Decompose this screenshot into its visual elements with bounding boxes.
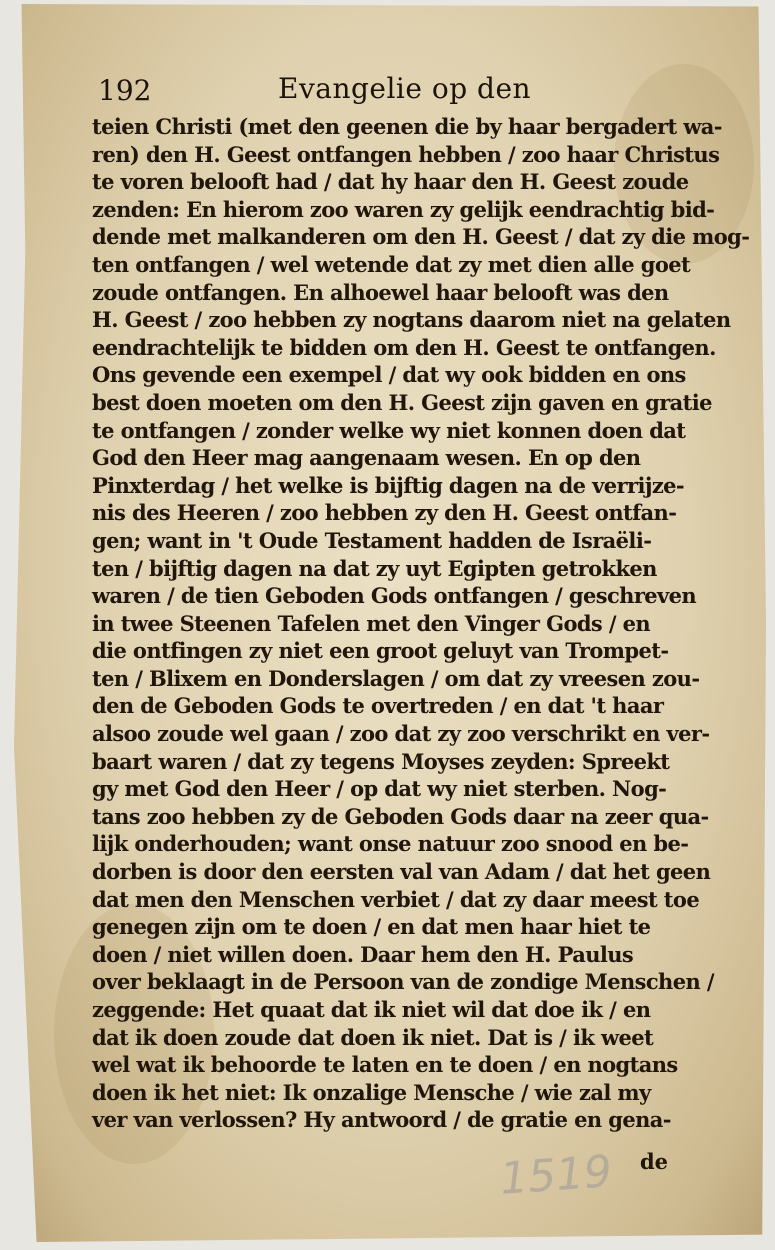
text-line: doen ik het niet: Ik onzalige Mensche / wie zal my <box>92 1079 651 1105</box>
pencil-annotation: 1519 <box>498 1146 614 1205</box>
text-line: ten / bijftig dagen na dat zy uyt Egipten getrokken <box>92 555 657 581</box>
text-line: tans zoo hebben zy de Geboden Gods daar na zeer qua- <box>92 803 709 829</box>
text-line: over beklaagt in de Persoon van de zondige Menschen / <box>92 969 714 995</box>
text-line: baart waren / dat zy tegens Moyses zeyden: Spreekt <box>92 748 670 774</box>
catchword: de <box>640 1149 669 1174</box>
text-line: te ontfangen / zonder welke wy niet konnen doen dat <box>92 417 686 443</box>
text-line: genegen zijn om te doen / en dat men haar hiet te <box>92 914 651 940</box>
text-line: in twee Steenen Tafelen met den Vinger Gods / en <box>92 610 651 636</box>
running-head <box>98 72 683 112</box>
page-number: 192 <box>98 74 152 107</box>
text-line: zeggende: Het quaat dat ik niet wil dat doe ik / en <box>92 997 651 1022</box>
text-line: Ons gevende een exempel / dat wy ook bidden en ons <box>92 362 686 388</box>
text-line: Pinxterdag / het welke is bijftig dagen na de verrijze- <box>92 472 685 498</box>
text-line: zenden: En hierom zoo waren zy gelijk eendrachtig bid- <box>92 196 715 222</box>
text-line: eendrachtelijk te bidden om den H. Geest te ontfangen. <box>92 334 716 360</box>
text-line: den de Geboden Gods te overtreden / en dat 't haar <box>92 693 664 719</box>
text-line: ten / Blixem en Donderslagen / om dat zy vreesen zou- <box>92 665 700 691</box>
body-text <box>92 113 750 1134</box>
text-line: God den Heer mag aangenaam wesen. En op den <box>92 445 641 471</box>
text-line: dat ik doen zoude dat doen ik niet. Dat is / ik weet <box>92 1024 654 1050</box>
text-line: zoude ontfangen. En alhoewel haar belooft was den <box>92 279 669 305</box>
text-line: waren / de tien Geboden Gods ontfangen / geschreven <box>92 583 697 609</box>
text-line: doen / niet willen doen. Daar hem den H. Paulus <box>92 941 634 967</box>
text-line: wel wat ik behoorde te laten en te doen / en nogtans <box>92 1052 678 1078</box>
text-line: lijk onderhouden; want onse natuur zoo snood en be- <box>92 831 689 857</box>
text-line: ren) den H. Geest ontfangen hebben / zoo haar Christus <box>92 141 720 167</box>
text-line: gen; want in 't Oude Testament hadden de Israëli- <box>92 527 652 553</box>
text-line: alsoo zoude wel gaan / zoo dat zy zoo verschrikt en ver- <box>92 721 710 747</box>
text-line: die ontfingen zy niet een groot geluyt van Trompet- <box>92 638 669 664</box>
text-line: dorben is door den eersten val van Adam / dat het geen <box>92 859 711 885</box>
text-line: te voren belooft had / dat hy haar den H. Geest zoude <box>92 169 689 195</box>
text-line: dende met malkanderen om den H. Geest / dat zy die mog- <box>92 224 750 250</box>
text-line: best doen moeten om den H. Geest zijn gaven en gratie <box>92 389 712 415</box>
text-line: ten ontfangen / wel wetende dat zy met dien alle goet <box>92 251 691 277</box>
text-line: teien Christi (met den geenen die by haar bergadert wa- <box>92 114 722 139</box>
text-line: nis des Heeren / zoo hebben zy den H. Geest ontfan- <box>92 500 677 526</box>
text-line: dat men den Menschen verbiet / dat zy daar meest toe <box>92 886 700 912</box>
text-line: ver van verlossen? Hy antwoord / de gratie en gena- <box>92 1107 671 1133</box>
text-line: gy met God den Heer / op dat wy niet sterben. Nog- <box>92 776 667 802</box>
text-line: H. Geest / zoo hebben zy nogtans daarom niet na gelaten <box>92 307 731 333</box>
running-title: Evangelie op den <box>278 72 532 105</box>
